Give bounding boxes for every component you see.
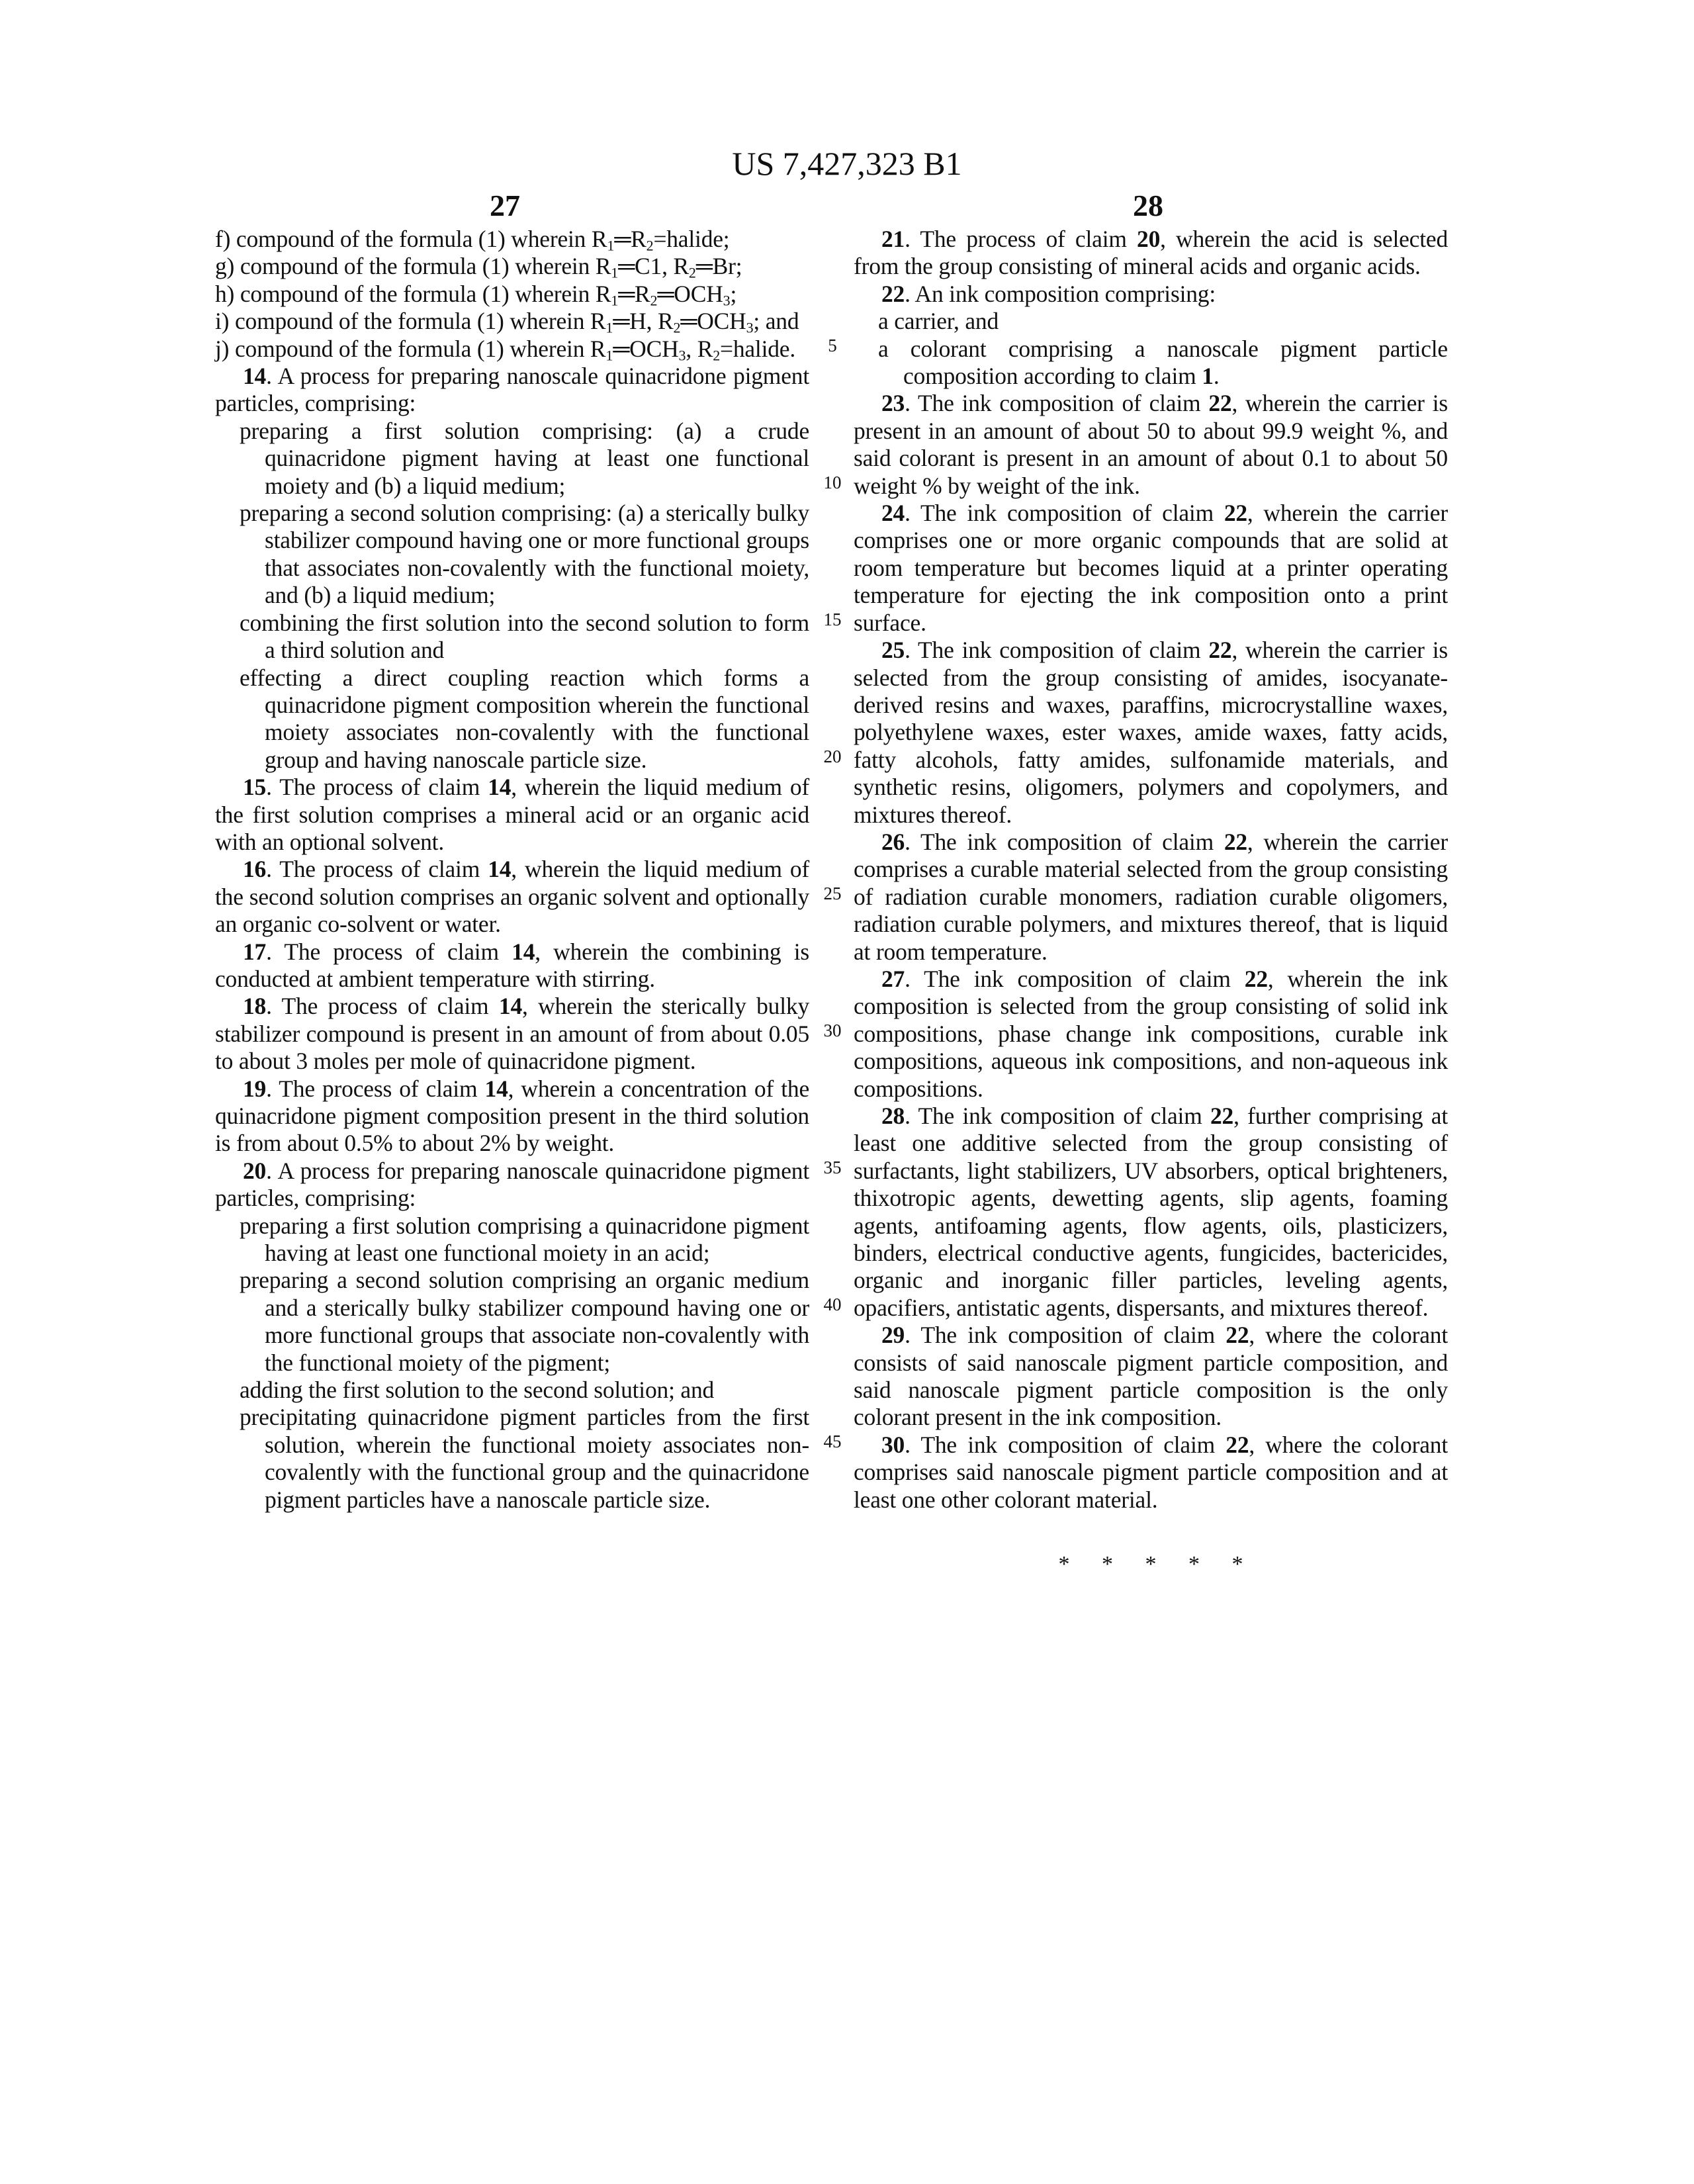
line-number: 45 (819, 1432, 846, 1452)
text: h) compound of the formula (1) wherein R (215, 281, 611, 307)
text: precipitating quinacridone pigment particles from the first solution, wherein the functional moiety associates non-covalently with the functional group and the quinacridone pigment particles have a nanoscale particle size. (240, 1404, 809, 1512)
claim-step (215, 1267, 809, 1377)
subscript: 1 (611, 265, 618, 281)
claim-paragraph (854, 281, 1448, 308)
formula-item (215, 253, 809, 280)
subscript: 1 (605, 347, 613, 363)
text: ═OCH (613, 336, 678, 362)
claim-number: 14 (485, 1075, 508, 1102)
claim-paragraph (854, 637, 1448, 829)
text: ═C1, R (618, 253, 689, 279)
claim-number: 22 (1245, 966, 1268, 992)
claim-number: 25 (881, 637, 905, 663)
end-of-document-marks: * * * * * (854, 1552, 1448, 1577)
formula-item (215, 308, 809, 335)
subscript: 3 (723, 292, 731, 308)
claim-paragraph (854, 829, 1448, 966)
text: . The process of claim (266, 1075, 484, 1102)
text: , wherein the sterically bulky stabilizer compound is present in an amount of from about 0.05 to about 3 moles per mole of quinacridone pigment. (215, 993, 809, 1074)
claim-number: 22 (1226, 1432, 1249, 1458)
claim-number: 20 (243, 1158, 266, 1184)
text: . An ink composition comprising: (905, 281, 1216, 307)
claim-paragraph (215, 856, 809, 938)
claim-number: 22 (1210, 1103, 1233, 1129)
claim-step (215, 664, 809, 774)
subscript: 3 (746, 320, 754, 336)
claim-paragraph (215, 363, 809, 418)
text: , wherein the liquid medium of the second solution comprises an organic solvent and optionally an organic co-solvent or water. (215, 856, 809, 937)
text: ═R (618, 281, 650, 307)
claim-number: 22 (1208, 390, 1231, 416)
text: . The ink composition of claim (905, 390, 1208, 416)
text: , wherein the ink composition is selected from the group consisting of solid ink compositions, phase change ink compositions, curable ink compositions, aqueous ink compositions, and non-aqueous ink compositions. (854, 966, 1448, 1102)
claim-number: 22 (1208, 637, 1231, 663)
claim-number: 27 (881, 966, 905, 992)
line-number: 20 (819, 747, 846, 767)
claim-number: 17 (243, 938, 266, 965)
claim-number: 18 (243, 993, 266, 1019)
text: preparing a second solution comprising an organic medium and a sterically bulky stabilizer compound having one or more functional groups that associate non-covalently with the functional moiety of the pigment; (240, 1267, 809, 1375)
column-number-left: 27 (490, 188, 520, 223)
claim-number: 24 (881, 500, 905, 526)
text: g) compound of the formula (1) wherein R (215, 253, 611, 279)
claim-step (215, 610, 809, 664)
claim-number: 14 (512, 938, 535, 965)
subscript: 1 (605, 320, 613, 336)
formula-item (215, 226, 809, 253)
claim-number: 29 (881, 1322, 905, 1348)
text: . The process of claim (905, 226, 1137, 252)
claim-step (215, 500, 809, 610)
text: adding the first solution to the second solution; and (240, 1377, 714, 1403)
claim-number: 14 (499, 993, 522, 1019)
text: ═OCH (680, 308, 746, 334)
text: , wherein the acid is selected from the group consisting of mineral acids and organic acids. (854, 226, 1448, 279)
text: =halide; (653, 226, 729, 252)
claim-paragraph (215, 993, 809, 1075)
claim-step (215, 1212, 809, 1267)
claim-number: 15 (243, 774, 266, 800)
claim-number: 22 (1226, 1322, 1249, 1348)
text: preparing a second solution comprising: (a) a sterically bulky stabilizer compound having one or more functional groups that associates non-covalently with the functional moiety, and (b) a liquid medium; (240, 500, 809, 608)
text: preparing a first solution comprising a quinacridone pigment having at least one functional moiety in an acid; (240, 1212, 809, 1266)
formula-item (215, 336, 809, 363)
right-column (854, 226, 1448, 1514)
claim-number: 14 (488, 856, 511, 882)
claim-step (854, 308, 1448, 335)
claim-paragraph (215, 938, 809, 993)
claim-paragraph (854, 1103, 1448, 1322)
patent-number: US 7,427,323 B1 (0, 144, 1694, 183)
text: . The ink composition of claim (905, 637, 1208, 663)
text: . The ink composition of claim (905, 966, 1245, 992)
text: , wherein the carrier comprises a curable material selected from the group consisting of radiation curable monomers, radiation curable oligomers, radiation curable polymers, and mixtures thereof, that is liquid at room temperature. (854, 829, 1448, 965)
claim-number: 23 (881, 390, 905, 416)
text: . The ink composition of claim (905, 829, 1224, 855)
text: =halide. (720, 336, 795, 362)
subscript: 1 (607, 238, 614, 254)
text: f) compound of the formula (1) wherein R (215, 226, 607, 252)
line-number: 35 (819, 1158, 846, 1178)
claim-step (215, 418, 809, 500)
line-number: 25 (819, 884, 846, 904)
text: , wherein the combining is conducted at ambient temperature with stirring. (215, 938, 809, 992)
text: . The process of claim (266, 774, 488, 800)
claim-paragraph (854, 500, 1448, 637)
left-column (215, 226, 809, 1514)
text: . The ink composition of claim (905, 1432, 1226, 1458)
claim-number: 30 (881, 1432, 905, 1458)
text: , wherein the liquid medium of the first solution comprises a mineral acid or an organic acid with an optional solvent. (215, 774, 809, 855)
claim-paragraph (215, 774, 809, 856)
claim-paragraph (854, 226, 1448, 281)
claim-number: 14 (488, 774, 511, 800)
text: . The process of claim (266, 938, 512, 965)
text: , where the colorant consists of said nanoscale pigment particle composition, and said nanoscale pigment particle composition is the only colorant present in the ink composition. (854, 1322, 1448, 1430)
text: . (1214, 363, 1220, 389)
claim-number: 26 (881, 829, 905, 855)
subscript: 3 (679, 347, 686, 363)
text: ═H, R (613, 308, 673, 334)
subscript: 2 (650, 292, 658, 308)
line-number: 10 (819, 473, 846, 493)
claim-number: 22 (1224, 829, 1247, 855)
text: ═R (614, 226, 646, 252)
claim-paragraph (854, 966, 1448, 1103)
text: effecting a direct coupling reaction which forms a quinacridone pigment composition wherein the functional moiety associates non-covalently with the functional group and having nanoscale particle size. (240, 664, 809, 773)
line-number: 15 (819, 610, 846, 630)
text: , wherein the carrier comprises one or more organic compounds that are solid at room temperature but becomes liquid at a printer operating temperature for ejecting the ink composition onto a print surface. (854, 500, 1448, 636)
text: . The ink composition of claim (905, 1103, 1210, 1129)
subscript: 2 (646, 238, 654, 254)
formula-item (215, 281, 809, 308)
text: a colorant comprising a nanoscale pigment particle composition according to claim (878, 336, 1448, 389)
subscript: 2 (689, 265, 696, 281)
line-number: 40 (819, 1295, 846, 1315)
line-number: 5 (819, 336, 846, 356)
claim-paragraph (854, 1322, 1448, 1432)
text: preparing a first solution comprising: (a) a crude quinacridone pigment having at least one functional moiety and (b) a liquid medium; (240, 418, 809, 499)
subscript: 1 (611, 292, 618, 308)
claim-number: 20 (1137, 226, 1160, 252)
claim-step (215, 1404, 809, 1514)
text: combining the first solution into the second solution to form a third solution and (240, 610, 809, 663)
text: , wherein the carrier is present in an amount of about 50 to about 99.9 weight %, and said colorant is present in an amount of about 0.1 to about 50 weight % by weight of the ink. (854, 390, 1448, 498)
text: . The process of claim (266, 856, 488, 882)
text: ; (730, 281, 736, 307)
claim-number: 1 (1202, 363, 1214, 389)
claim-number: 28 (881, 1103, 905, 1129)
text: . A process for preparing nanoscale quinacridone pigment particles, comprising: (215, 1158, 809, 1211)
subscript: 2 (673, 320, 680, 336)
claim-number: 22 (1224, 500, 1247, 526)
text: . The process of claim (266, 993, 499, 1019)
claim-paragraph (854, 390, 1448, 500)
text: . The ink composition of claim (905, 500, 1224, 526)
claim-number: 22 (881, 281, 905, 307)
claim-step (854, 336, 1448, 390)
text: ═Br; (696, 253, 742, 279)
text: , wherein a concentration of the quinacridone pigment composition present in the third solution is from about 0.5% to about 2% by weight. (215, 1075, 809, 1157)
column-number-right: 28 (1133, 188, 1163, 223)
claim-number: 19 (243, 1075, 266, 1102)
claim-paragraph (215, 1075, 809, 1158)
text: , further comprising at least one additive selected from the group consisting of surfactants, light stabilizers, UV absorbers, optical brighteners, thixotropic agents, dewetting agents, slip agents, foaming agents, antifoaming agents, flow agents, oils, plasticizers, binders, electrical conductive agents, fungicides, bactericides, organic and inorganic filler particles, leveling agents, opacifiers, antistatic agents, dispersants, and mixtures thereof. (854, 1103, 1448, 1321)
claim-step (215, 1377, 809, 1404)
text: . A process for preparing nanoscale quinacridone pigment particles, comprising: (215, 363, 809, 416)
claim-paragraph (215, 1158, 809, 1212)
claim-paragraph (854, 1432, 1448, 1514)
claim-number: 21 (881, 226, 905, 252)
text: . The ink composition of claim (905, 1322, 1226, 1348)
claim-number: 16 (243, 856, 266, 882)
text: , where the colorant comprises said nanoscale pigment particle composition and at least one other colorant material. (854, 1432, 1448, 1513)
text: ═OCH (657, 281, 723, 307)
text: i) compound of the formula (1) wherein R (215, 308, 605, 334)
text: , wherein the carrier is selected from the group consisting of amides, isocyanate-derived resins and waxes, paraffins, microcrystalline waxes, polyethylene waxes, ester waxes, amide waxes, fatty acids, fatty alcohols, fatty amides, sulfonamide materials, and synthetic resins, oligomers, polymers and copolymers, and mixtures thereof. (854, 637, 1448, 827)
claim-number: 14 (243, 363, 266, 389)
text: ; and (753, 308, 799, 334)
subscript: 2 (713, 347, 720, 363)
text: j) compound of the formula (1) wherein R (215, 336, 605, 362)
text: a carrier, and (878, 308, 999, 334)
line-number: 30 (819, 1021, 846, 1041)
text: , R (686, 336, 713, 362)
